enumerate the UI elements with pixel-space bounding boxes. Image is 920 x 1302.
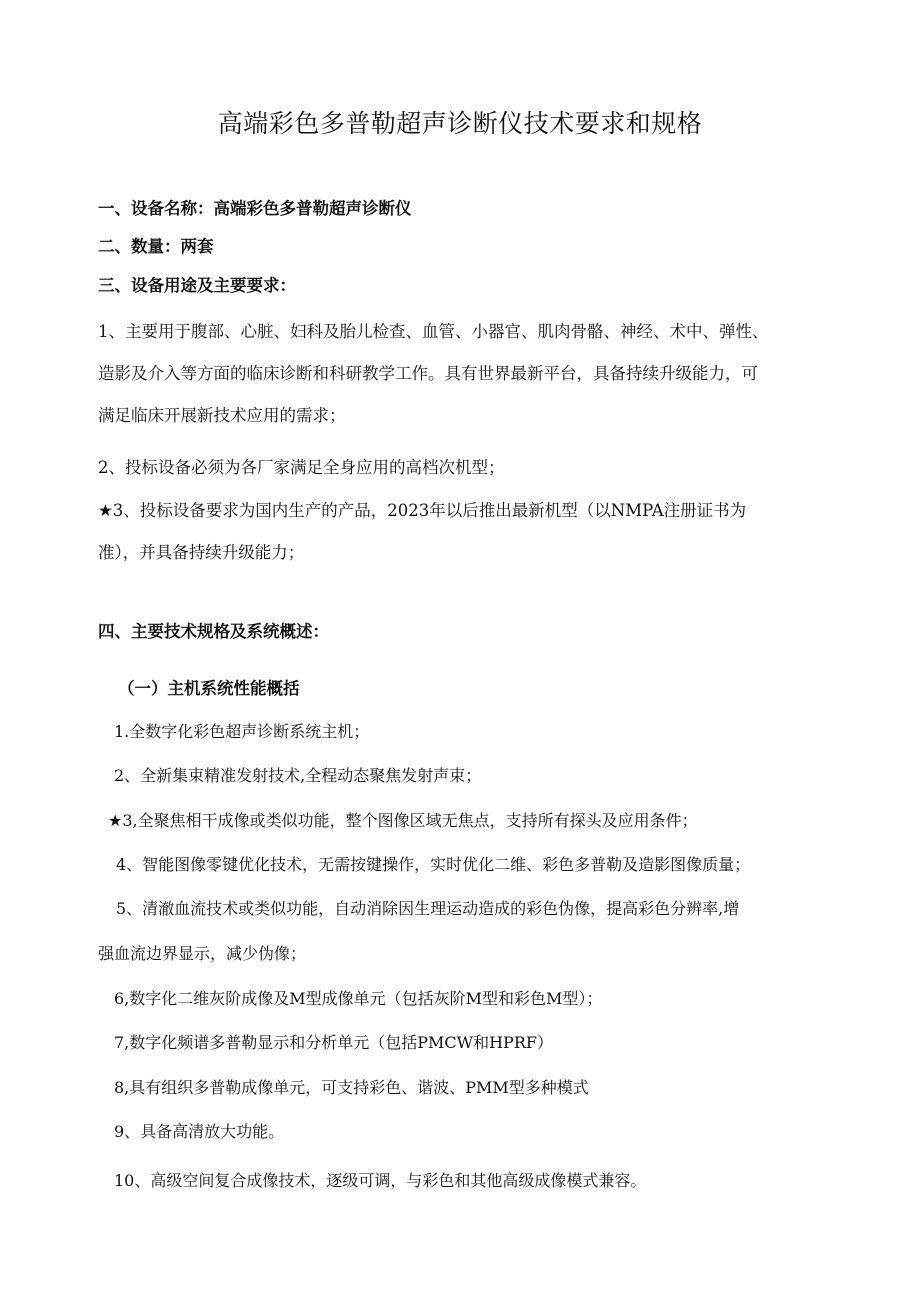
spec-item-5-line-2: 强血流边界显示，减少伪像； (98, 944, 307, 963)
requirement-3-line-1 (98, 490, 858, 532)
section-device-name: 一、设备名称：高端彩色多普勒超声诊断仪 (98, 199, 412, 218)
spec-item-9: 9、具备高清放大功能。 (114, 1122, 285, 1141)
spec-item-1: 1.全数字化彩色超声诊断系统主机； (114, 722, 370, 741)
spec-item-6: 6,数字化二维灰阶成像及M型成像单元（包括灰阶M型和彩色M型）； (114, 989, 603, 1008)
requirement-3-line-2: 准），并具备持续升级能力； (98, 543, 305, 562)
spec-item-8: 8,具有组织多普勒成像单元，可支持彩色、谐波、PMM型多种模式 (114, 1078, 589, 1097)
section-specs: 四、主要技术规格及系统概述： (98, 622, 329, 641)
spec-item-3-text: 3,全聚焦相干成像或类似功能，整个图像区域无焦点，支持所有探头及应用条件； (122, 811, 698, 830)
requirement-1-line-1: 1、主要用于腹部、心脏、妇科及胎儿检查、血管、小器官、肌肉骨骼、神经、术中、弹性、 (98, 322, 769, 341)
requirement-2 (98, 447, 858, 489)
spec-item-10: 10、高级空间复合成像技术，逐级可调，与彩色和其他高级成像模式兼容。 (114, 1171, 647, 1190)
requirement-3-line-1-text: 3、投标设备要求为国内生产的产品，2023年以后推出最新机型（以NMPA注册证书为 (112, 501, 747, 520)
spec-item-4: 4、智能图像零键优化技术，无需按键操作，实时优化二维、彩色多普勒及造影图像质量； (116, 855, 751, 874)
requirement-1-line-2: 造影及介入等方面的临床诊断和科研教学工作。具有世界最新平台，具备持续升级能力，可 (98, 364, 758, 383)
star-icon: ★ (108, 811, 123, 830)
section-quantity: 二、数量：两套 (98, 237, 214, 256)
star-icon: ★ (98, 501, 113, 520)
spec-item-5-line-1: 5、清澈血流技术或类似功能，自动消除因生理运动造成的彩色伪像，提高彩色分辨率,增 (116, 899, 740, 918)
page-title: 高端彩色多普勒超声诊断仪技术要求和规格 (217, 109, 703, 138)
subsection-heading: （一）主机系统性能概括 (118, 679, 300, 698)
requirement-2-text: 2、投标设备必须为各厂家满足全身应用的高档次机型； (98, 458, 505, 477)
spec-item-7: 7,数字化频谱多普勒显示和分析单元（包括PMCW和HPRF） (114, 1033, 553, 1052)
requirement-1-line-3: 满足临床开展新技术应用的需求； (98, 406, 346, 425)
spec-item-2: 2、全新集束精准发射技术,全程动态聚焦发射声束； (114, 766, 482, 785)
spec-item-3 (108, 810, 698, 832)
section-purpose: 三、设备用途及主要要求： (98, 276, 296, 295)
requirement-1 (98, 311, 858, 437)
requirement-3 (98, 490, 858, 574)
